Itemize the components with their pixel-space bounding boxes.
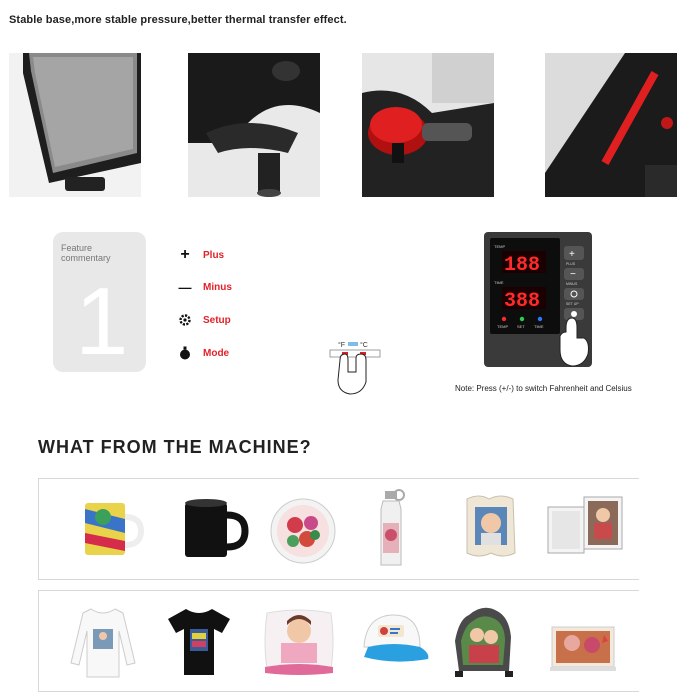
legend-mode [177, 345, 229, 361]
legend-label-setup: Setup [203, 314, 231, 326]
product-row-2 [38, 590, 639, 692]
red-handle-photo [545, 53, 677, 197]
black-mug-image [179, 489, 249, 569]
headline: Stable base,more stable pressure,better thermal transfer effect. [9, 14, 347, 26]
feature-number: 1 [75, 268, 129, 375]
product-row-1 [38, 478, 639, 580]
legend-label-mode: Mode [203, 347, 230, 359]
water-bottle-image [359, 489, 429, 569]
panel-bottom-label: TIME [494, 280, 504, 285]
legend-label-minus: Minus [203, 281, 232, 293]
indicator-set: SET [517, 324, 525, 329]
legend-minus [177, 279, 232, 295]
crystal-block-image [544, 601, 614, 681]
feature-commentary-card [53, 232, 146, 375]
red-knob-photo [362, 53, 494, 197]
section-title: WHAT FROM THE MACHINE? [38, 437, 312, 457]
panel-top-value: 188 [504, 254, 541, 277]
colorful-mug-image [79, 489, 149, 569]
feature-label: Feature commentary [61, 243, 111, 263]
photo-frame-image [459, 489, 529, 569]
fc-label-c: °C [360, 342, 368, 349]
base-plate-corner-photo [9, 53, 141, 197]
svg-text:−: − [570, 269, 576, 280]
printed-cap-image [354, 601, 424, 681]
floral-plate-image [269, 489, 339, 569]
indicator-time: TIME [534, 324, 544, 329]
fahrenheit-celsius-note: Note: Press (+/-) to switch Fahrenheit and Celsius [455, 384, 632, 393]
fc-switch-illustration [326, 336, 384, 396]
black-tshirt-image [164, 601, 234, 681]
photo-pillow-image [259, 601, 329, 681]
mode-icon [177, 345, 193, 361]
panel-btn-plus: PLUS [566, 262, 576, 266]
gear-icon [177, 312, 193, 328]
panel-btn-setup: SET UP [566, 302, 579, 306]
panel-top-label: TEMP [494, 244, 506, 249]
minus-icon: — [178, 279, 192, 295]
pressure-knob-photo [188, 53, 320, 197]
white-long-sleeve-shirt-image [69, 601, 139, 681]
indicator-temp: TEMP [497, 324, 509, 329]
plus-icon: + [180, 246, 190, 263]
glass-photo-frames-image [544, 489, 614, 569]
panel-btn-minus: MINUS [566, 282, 578, 286]
control-panel-illustration [484, 232, 594, 367]
legend-setup [177, 312, 231, 328]
fc-label-f: °F [338, 342, 346, 349]
photo-slate-image [449, 601, 519, 681]
legend-label-plus: Plus [203, 249, 225, 261]
svg-text:+: + [569, 249, 575, 260]
panel-bottom-value: 388 [504, 290, 541, 313]
legend-plus [177, 247, 224, 263]
